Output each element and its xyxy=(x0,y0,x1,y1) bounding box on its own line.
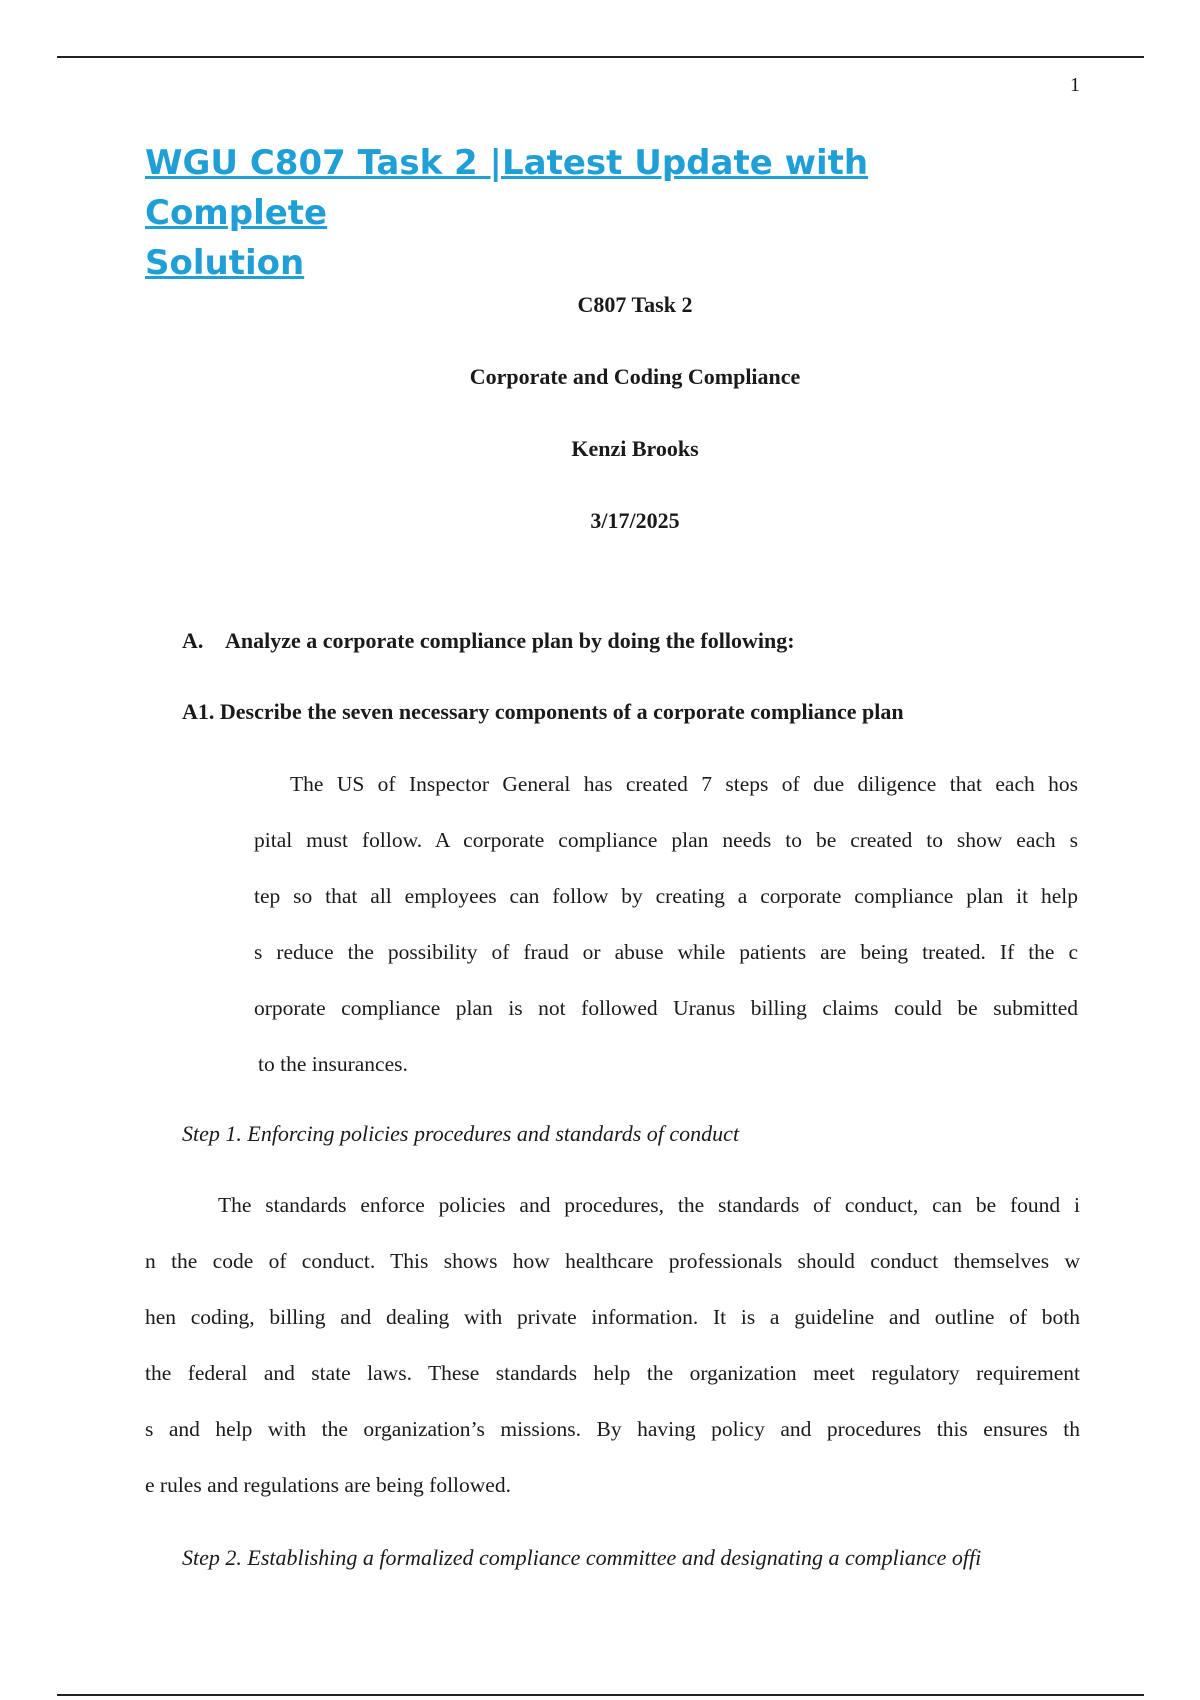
para1-line: tep so that all employees can follow by creating a corporate compliance plan it help xyxy=(254,884,1078,908)
para1-line: orporate compliance plan is not followed Uranus billing claims could be submitted xyxy=(254,996,1078,1020)
section-a1-heading: A1. Describe the seven necessary components of a corporate compliance plan xyxy=(182,699,904,724)
cover-task: C807 Task 2 xyxy=(577,292,693,317)
title-line-2: Solution xyxy=(145,243,305,283)
step-2-heading: Step 2. Establishing a formalized compliance committee and designating a compliance offi xyxy=(182,1545,982,1570)
para1-line: to the insurances. xyxy=(258,1052,408,1076)
section-a-heading xyxy=(182,628,795,654)
cover-subject: Corporate and Coding Compliance xyxy=(469,364,801,389)
paragraph-a1-body xyxy=(254,756,1078,1092)
title-line-1: WGU C807 Task 2 |Latest Update with Complete xyxy=(145,143,869,233)
para2-line: hen coding, billing and dealing with private information. It is a guideline and outline of both xyxy=(145,1305,1080,1329)
para2-line: n the code of conduct. This shows how healthcare professionals should conduct themselves w xyxy=(145,1249,1080,1273)
para2-line: s and help with the organization’s missions. By having policy and procedures this ensures th xyxy=(145,1417,1080,1441)
document-title-link[interactable] xyxy=(145,138,1045,288)
para1-line: pital must follow. A corporate compliance plan needs to be created to show each s xyxy=(254,828,1078,852)
page-number: 1 xyxy=(1070,74,1080,96)
cover-author: Kenzi Brooks xyxy=(571,436,699,461)
para2-line: the federal and state laws. These standards help the organization meet regulatory requirement xyxy=(145,1361,1080,1385)
para2-line: The standards enforce policies and procedures, the standards of conduct, can be found i xyxy=(218,1193,1080,1217)
footer-rule xyxy=(57,1694,1144,1696)
cover-date: 3/17/2025 xyxy=(590,508,680,533)
section-a-text: Analyze a corporate compliance plan by doing the following: xyxy=(225,628,795,653)
header-rule xyxy=(57,56,1144,58)
paragraph-step1-body xyxy=(145,1177,1080,1513)
para1-line: The US of Inspector General has created 7 steps of due diligence that each hos xyxy=(290,772,1078,796)
para2-line: e rules and regulations are being followed. xyxy=(145,1473,511,1497)
step-1-heading: Step 1. Enforcing policies procedures and standards of conduct xyxy=(182,1121,740,1146)
section-a-label: A. xyxy=(182,628,204,653)
para1-line: s reduce the possibility of fraud or abuse while patients are being treated. If the c xyxy=(254,940,1078,964)
